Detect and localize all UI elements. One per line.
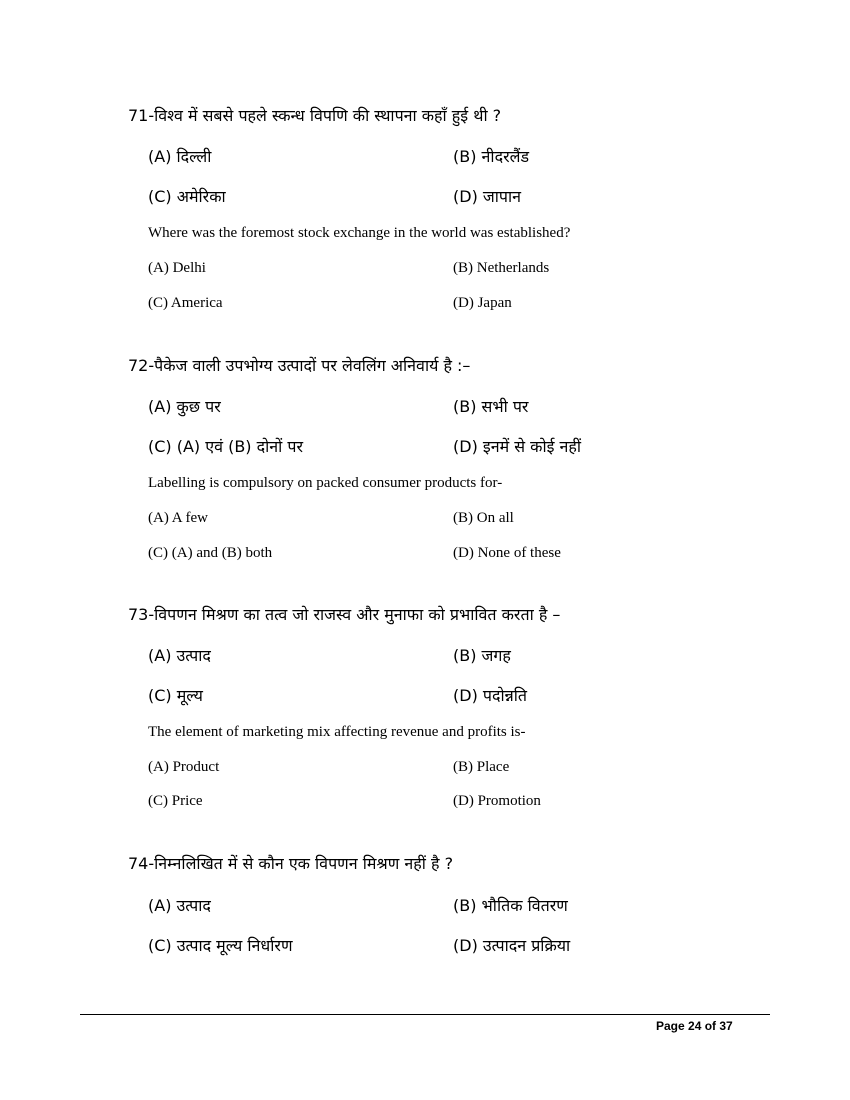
question-72-stem-english: Labelling is compulsory on packed consumer products for- [148, 475, 503, 491]
page-number: Page 24 of 37 [656, 1019, 733, 1033]
q73-option-d-english: (D) Promotion [453, 793, 541, 809]
q72-option-c-hindi: (C) (A) एवं (B) दोनों पर [148, 437, 304, 456]
q72-option-c-english: (C) (A) and (B) both [148, 545, 273, 561]
q71-option-b-english: (B) Netherlands [453, 260, 550, 276]
q74-option-d-hindi: (D) उत्पादन प्रक्रिया [453, 936, 571, 955]
question-74-stem-hindi: 74-निम्नलिखित में से कौन एक विपणन मिश्रण नहीं है ? [128, 854, 454, 873]
q74-option-c-hindi: (C) उत्पाद मूल्य निर्धारण [148, 936, 293, 955]
q73-option-d-hindi: (D) पदोन्नति [453, 686, 528, 705]
q72-option-a-hindi: (A) कुछ पर [148, 397, 221, 416]
q71-option-c-english: (C) America [148, 295, 223, 311]
question-72-stem-hindi: 72-पैकेज वाली उपभोग्य उत्पादों पर लेवलिंग अनिवार्य है :– [128, 356, 471, 375]
q72-option-b-hindi: (B) सभी पर [453, 397, 529, 416]
q71-option-a-hindi: (A) दिल्ली [148, 147, 212, 166]
footer-divider [80, 1014, 770, 1015]
q73-option-b-hindi: (B) जगह [453, 646, 511, 665]
q71-option-b-hindi: (B) नीदरलैंड [453, 147, 530, 166]
q72-option-d-hindi: (D) इनमें से कोई नहीं [453, 437, 582, 456]
q73-option-a-hindi: (A) उत्पाद [148, 646, 211, 665]
q72-option-a-english: (A) A few [148, 510, 208, 526]
question-73-stem-english: The element of marketing mix affecting revenue and profits is- [148, 724, 526, 740]
q74-option-a-hindi: (A) उत्पाद [148, 896, 211, 915]
q73-option-c-hindi: (C) मूल्य [148, 686, 203, 705]
q71-option-d-hindi: (D) जापान [453, 187, 522, 206]
q71-option-c-hindi: (C) अमेरिका [148, 187, 226, 206]
q74-option-b-hindi: (B) भौतिक वितरण [453, 896, 568, 915]
q71-option-d-english: (D) Japan [453, 295, 512, 311]
question-71-stem-hindi: 71-विश्व में सबसे पहले स्कन्ध विपणि की स्थापना कहाँ हुई थी ? [128, 106, 502, 125]
q72-option-b-english: (B) On all [453, 510, 514, 526]
q71-option-a-english: (A) Delhi [148, 260, 206, 276]
question-71-stem-english: Where was the foremost stock exchange in the world was established? [148, 225, 571, 241]
q73-option-b-english: (B) Place [453, 759, 510, 775]
q73-option-a-english: (A) Product [148, 759, 220, 775]
question-73-stem-hindi: 73-विपणन मिश्रण का तत्व जो राजस्व और मुनाफा को प्रभावित करता है – [128, 605, 561, 624]
q72-option-d-english: (D) None of these [453, 545, 561, 561]
q73-option-c-english: (C) Price [148, 793, 203, 809]
